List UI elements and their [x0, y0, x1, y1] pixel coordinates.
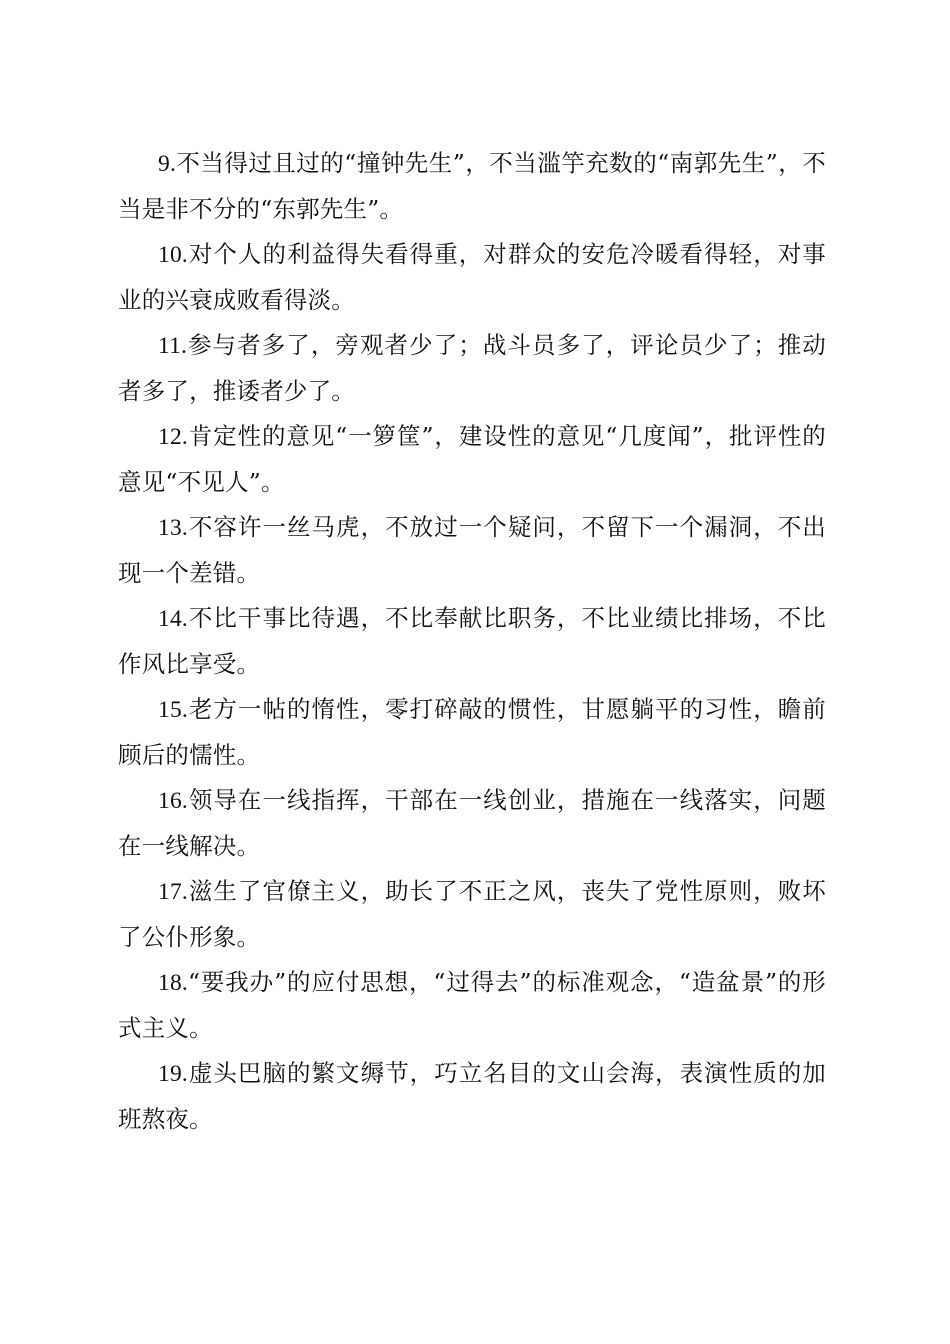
list-item — [118, 1051, 826, 1142]
item-number: 12. — [158, 424, 188, 450]
item-number: 13. — [158, 515, 188, 541]
item-text: 老方一帖的惰性，零打碎敲的惯性，甘愿躺平的习性，瞻前顾后的懦性。 — [118, 695, 826, 769]
item-text: 不容许一丝马虎，不放过一个疑问，不留下一个漏洞，不出现一个差错。 — [118, 513, 826, 587]
item-number: 19. — [158, 1061, 188, 1087]
list-item — [118, 778, 826, 869]
item-number: 18. — [158, 970, 188, 996]
item-number: 15. — [158, 697, 188, 723]
item-number: 16. — [158, 788, 188, 814]
item-number: 9. — [158, 151, 177, 177]
item-number: 17. — [158, 879, 188, 905]
list-item — [118, 414, 826, 505]
list-item — [118, 869, 826, 960]
item-text: 领导在一线指挥，干部在一线创业，措施在一线落实，问题在一线解决。 — [118, 786, 826, 860]
item-text: “要我办”的应付思想，“过得去”的标准观念，“造盆景”的形式主义。 — [118, 968, 826, 1042]
item-number: 10. — [158, 242, 188, 268]
item-number: 14. — [158, 606, 188, 632]
list-item — [118, 323, 826, 414]
item-text: 对个人的利益得失看得重，对群众的安危冷暖看得轻，对事业的兴衰成败看得淡。 — [118, 240, 826, 314]
item-text: 参与者多了，旁观者少了；战斗员多了，评论员少了；推动者多了，推诿者少了。 — [118, 331, 826, 405]
item-text: 滋生了官僚主义，助长了不正之风，丧失了党性原则，败坏了公仆形象。 — [118, 877, 826, 951]
list-item — [118, 141, 826, 232]
list-item — [118, 687, 826, 778]
list-item — [118, 960, 826, 1051]
item-text: 不当得过且过的“撞钟先生”，不当滥竽充数的“南郭先生”，不当是非不分的“东郭先生”。 — [118, 149, 826, 223]
item-text: 肯定性的意见“一箩筐”，建设性的意见“几度闻”，批评性的意见“不见人”。 — [118, 422, 826, 496]
list-item — [118, 232, 826, 323]
list-item — [118, 505, 826, 596]
item-text: 不比干事比待遇，不比奉献比职务，不比业绩比排场，不比作风比享受。 — [118, 604, 826, 678]
item-text: 虚头巴脑的繁文缛节，巧立名目的文山会海，表演性质的加班熬夜。 — [118, 1059, 826, 1133]
document-body — [118, 141, 826, 1142]
item-number: 11. — [158, 333, 188, 359]
list-item — [118, 596, 826, 687]
